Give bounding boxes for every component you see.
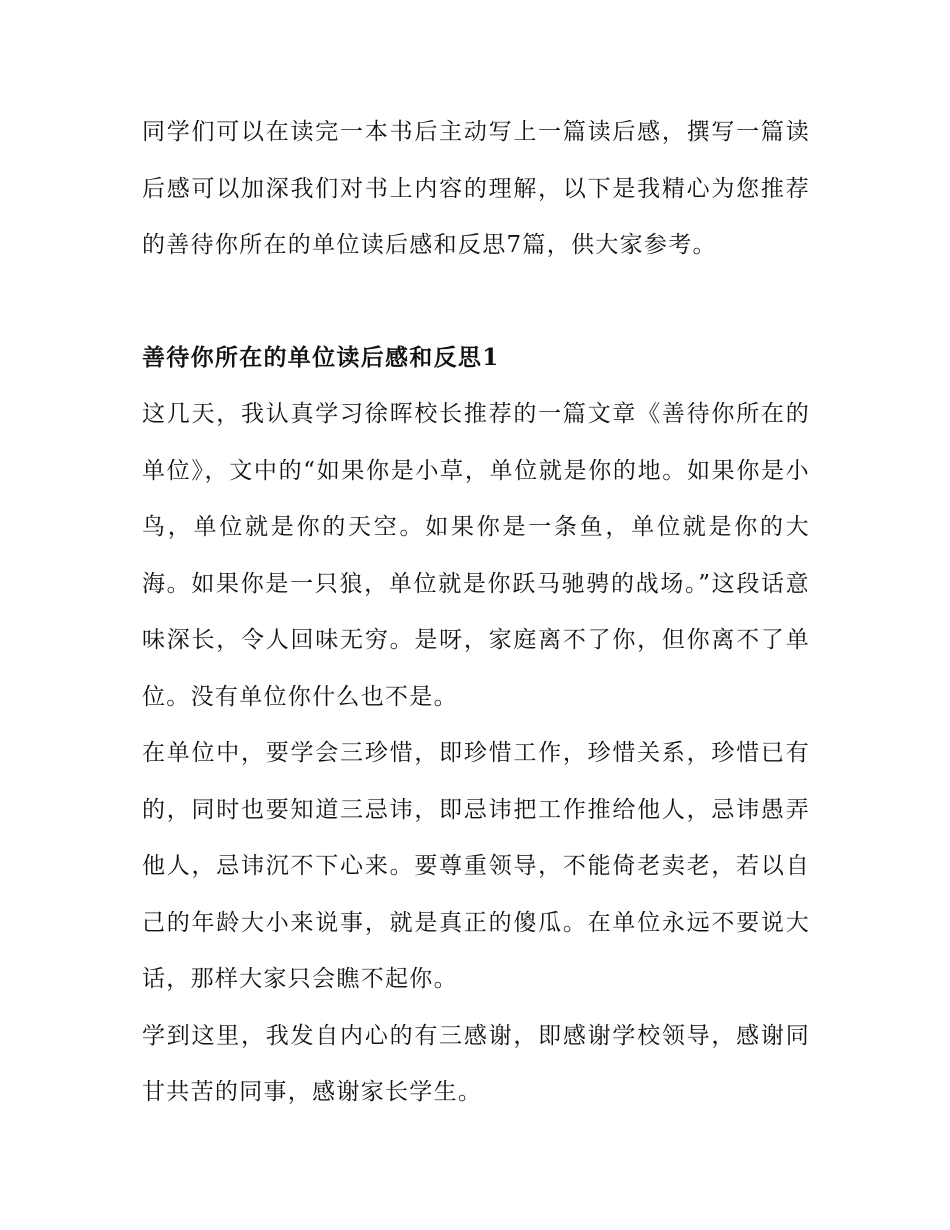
body-paragraph-2: 在单位中，要学会三珍惜，即珍惜工作，珍惜关系，珍惜已有的，同时也要知道三忌讳，即忌讳把工作推给他人，忌讳愚弄他人，忌讳沉不下心来。要尊重领导，不能倚老卖老，若以自己的年龄大小来说事，就是真正的傻瓜。在单位永远不要说大话，那样大家只会瞧不起你。 <box>142 740 810 992</box>
body-paragraph-1: 这几天，我认真学习徐晖校长推荐的一篇文章《善待你所在的单位》，文中的“如果你是小草，单位就是你的地。如果你是小鸟，单位就是你的天空。如果你是一条鱼，单位就是你的大海。如果你是一只狼，单位就是你跃马驰骋的战场。”这段话意味深长，令人回味无穷。是呀，家庭离不了你，但你离不了单位。没有单位你什么也不是。 <box>142 401 810 710</box>
section-title: 善待你所在的单位读后感和反思1 <box>142 343 500 371</box>
body-paragraph-3: 学到这里，我发自内心的有三感谢，即感谢学校领导，感谢同甘共苦的同事，感谢家长学生。 <box>142 1022 810 1105</box>
document-body <box>142 104 810 1121</box>
intro-paragraph: 同学们可以在读完一本书后主动写上一篇读后感，撰写一篇读后感可以加深我们对书上内容的理解，以下是我精心为您推荐的善待你所在的单位读后感和反思7篇，供大家参考。 <box>142 119 810 258</box>
